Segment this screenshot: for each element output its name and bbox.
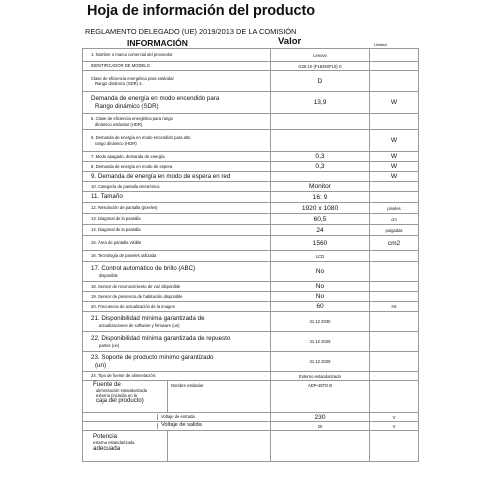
row-label-cont: partes (un): [99, 342, 120, 348]
row-label: 21. Disponibilidad mínima garantizada de: [91, 315, 205, 323]
row-label: 8. Demanda de energía en modo de espera: [91, 163, 173, 169]
table-row: [83, 282, 419, 292]
table-row: [83, 71, 419, 92]
row-label: 23. Soporte de producto mínimo garantizado: [91, 353, 214, 361]
row-value: Lenovo: [271, 49, 370, 62]
row-unit: W: [370, 152, 419, 162]
product-info-table: [82, 48, 419, 462]
row-unit: [370, 312, 419, 332]
table-row: [83, 214, 419, 225]
row-unit: [370, 251, 419, 262]
row-value: ADP-45TD B: [271, 381, 370, 413]
row-value: Monitor: [271, 182, 370, 192]
row-value: 60,5: [271, 214, 370, 225]
row-unit: Hz: [370, 302, 419, 312]
row-unit: [370, 71, 419, 92]
table-row: [83, 92, 419, 114]
table-row: [83, 292, 419, 302]
row-value: 0,3: [271, 162, 370, 172]
row-label: Nombre estándar: [171, 383, 204, 388]
row-label: 10. Categoría de pantalla electrónica: [91, 183, 160, 189]
row-value: 1920 x 1080: [271, 203, 370, 214]
regulation-subtitle: REGLAMENTO DELEGADO (UE) 2019/2013 DE LA COMISIÓN: [85, 27, 297, 36]
row-value: [271, 114, 370, 130]
row-value: 13,9: [271, 92, 370, 114]
row-unit: cm: [370, 214, 419, 225]
row-label: 12. Resolución de pantalla (píxeles): [91, 205, 158, 211]
row-label-cont: Rango dinámico (SDR) 4.: [95, 81, 143, 86]
row-unit: V: [370, 413, 419, 422]
row-unit: [370, 352, 419, 372]
table-row: [83, 49, 419, 62]
table-row: [83, 182, 419, 192]
row-label: 22. Disponibilidad mínima garantizada de repuesto: [91, 335, 231, 343]
row-value: 1560: [271, 236, 370, 251]
row-label: 1. Nombre o marca comercial del proveedor: [91, 52, 173, 58]
row-unit: W: [370, 172, 419, 182]
row-value: [271, 130, 370, 152]
row-label: IDENTIFICADOR DE MODELO: [91, 63, 150, 69]
row-unit: [370, 192, 419, 203]
row-label: 15. Área de pantalla visible: [91, 240, 142, 246]
row-label: 18. Sensor de reconocimiento de voz disponible: [91, 283, 181, 289]
table-row: [83, 422, 419, 431]
table-row: [83, 236, 419, 251]
table-row: [83, 332, 419, 352]
row-label: 11. Tamaño: [91, 193, 123, 201]
potencia-label: Potencia externa estandarizada adecuada: [83, 431, 168, 461]
column-header-info: INFORMACIÓN: [127, 38, 188, 48]
row-value: 31 12 2030: [271, 312, 370, 332]
row-value: No: [271, 282, 370, 292]
row-label: 6. Demanda de energía en modo encendido para alto: [91, 135, 191, 141]
row-label: 24. Tipo de fuente de alimentación:: [91, 373, 157, 379]
column-header-valor: Valor: [278, 36, 302, 47]
row-label: 17. Control automático de brillo (ABC): [91, 265, 196, 273]
row-label-cont: rango dinámico (HDR): [95, 140, 137, 146]
table-row: [83, 312, 419, 332]
row-unit: cm2: [370, 236, 419, 251]
row-unit: [370, 292, 419, 302]
table-row: [83, 251, 419, 262]
row-value: Externo estandarizado: [271, 372, 370, 381]
row-label: Voltaje de entrada: [161, 414, 195, 420]
row-unit: [370, 62, 419, 71]
row-unit: pulgadas: [370, 225, 419, 236]
row-unit: [370, 372, 419, 381]
table-row: [83, 114, 419, 130]
table-row: [83, 225, 419, 236]
row-value: 24: [271, 225, 370, 236]
row-label: 20. Frecuencia de actualización de la imagen: [91, 303, 176, 309]
row-label: 14. Diagonal de la pantalla: [91, 227, 141, 233]
row-value: [271, 172, 370, 182]
row-value: G25-10 (F18250FL0) S: [271, 62, 370, 71]
row-unit: [370, 182, 419, 192]
table-row: [83, 192, 419, 203]
row-label-cont: (un): [95, 361, 107, 369]
table-row: [83, 130, 419, 152]
row-value: LCD: [271, 251, 370, 262]
row-value: 31 12 2029: [271, 332, 370, 352]
row-value: 20: [271, 422, 370, 431]
row-unit: [370, 114, 419, 130]
row-unit: [370, 49, 419, 62]
table-row: [83, 431, 419, 462]
table-row: [83, 203, 419, 214]
psu-group-label: Fuente de alimentación estandarizada externa (incluida en la caja del producto): [83, 381, 168, 412]
row-label-cont: actualizaciones de software y firmware (un): [99, 322, 180, 328]
row-value: D: [271, 71, 370, 92]
table-row: [83, 372, 419, 381]
row-unit: W: [370, 92, 419, 114]
table-row: [83, 262, 419, 282]
row-label: Demanda de energía en modo encendido para: [91, 94, 220, 102]
row-value: 230: [271, 413, 370, 422]
row-value: 60: [271, 302, 370, 312]
row-label: 7. Modo apagado, demanda de energía: [91, 153, 165, 159]
table-row: [83, 62, 419, 71]
row-unit: W: [370, 162, 419, 172]
row-unit: W: [370, 130, 419, 152]
table-row: [83, 381, 419, 413]
row-label: Voltaje de salida: [161, 422, 202, 429]
row-label: Clase de eficiencia energética para estándar: [91, 75, 174, 81]
row-unit: [370, 282, 419, 292]
table-row: [83, 352, 419, 372]
row-unit: [370, 332, 419, 352]
row-unit: V: [370, 422, 419, 431]
table-row: [83, 152, 419, 162]
row-unit: [370, 381, 419, 413]
column-header-unidad: Unidad: [374, 42, 387, 47]
row-label: 16. Tecnología de paneles utilizada: [91, 253, 157, 259]
row-value: 0,3: [271, 152, 370, 162]
table-row: [83, 172, 419, 182]
table-row: [83, 162, 419, 172]
table-row: [83, 302, 419, 312]
row-label-cont: disponible: [99, 272, 118, 278]
row-unit: píxeles: [370, 203, 419, 214]
row-label: 19. Sensor de presencia de habitación disponible: [91, 293, 183, 299]
row-label: 13. Diagonal de la pantalla: [91, 216, 141, 222]
row-value: 31 12 2029: [271, 352, 370, 372]
row-label-cont: Rango dinámico (SDR): [95, 102, 159, 110]
row-value: 16: 9: [271, 192, 370, 203]
row-unit: [370, 262, 419, 282]
row-label: 9. Demanda de energía en modo de espera en red: [91, 172, 231, 180]
page-title: Hoja de información del producto: [87, 3, 316, 19]
row-label: 5. Clase de eficiencia energética para rango: [91, 116, 173, 122]
row-value: No: [271, 262, 370, 282]
row-value: No: [271, 292, 370, 302]
table-row: [83, 413, 419, 422]
row-label-cont: dinámico estándar (HDR): [95, 121, 143, 127]
